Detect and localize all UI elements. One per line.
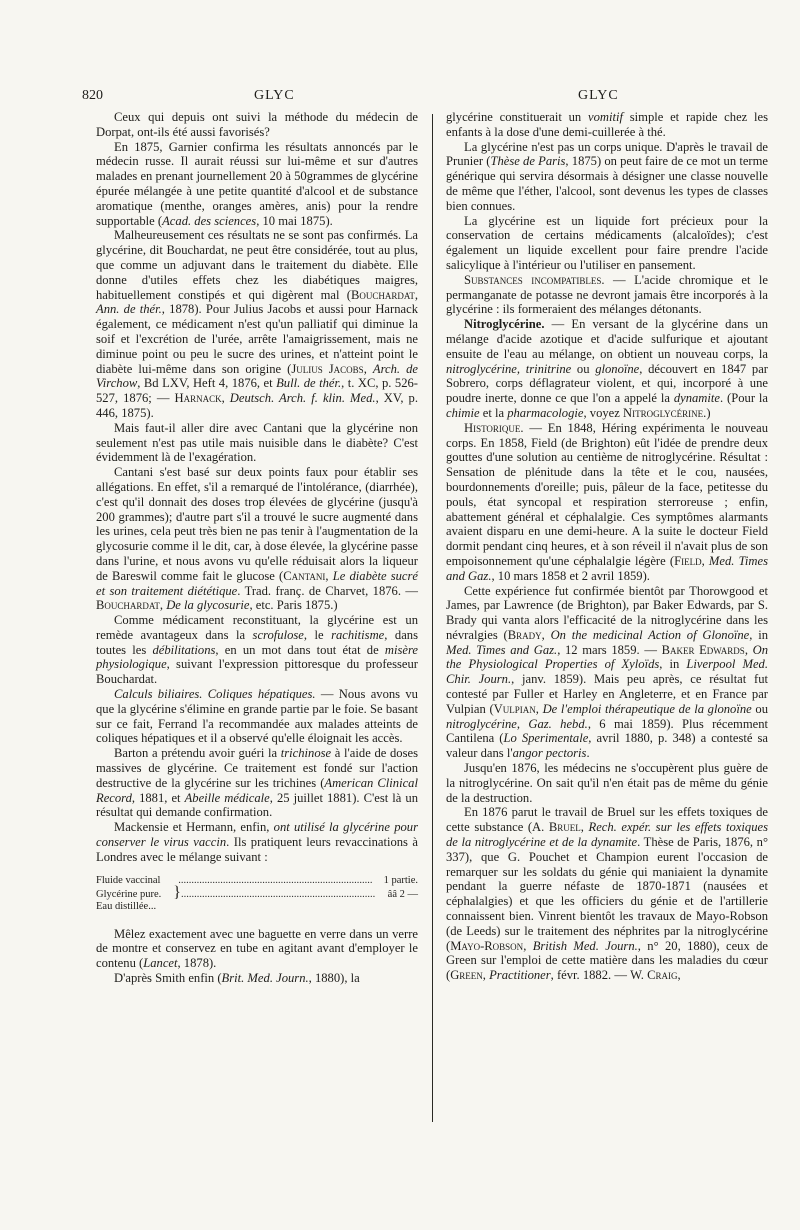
paragraph: Ceux qui depuis ont suivi la méthode du médecin de Dorpat, ont-ils été aussi favorisés? (96, 110, 418, 139)
page-number: 820 (82, 88, 103, 103)
section-heading: Substances incompatibles. (464, 272, 605, 287)
paragraph: Calculs biliaires. Coliques hépatiques. — Nous avons vu que la glycérine s'élimine en grande partie par le foie. Se basant sur ce fait, Ferrand l'a recommandée aux malades atteints de coliques hépatiques et il a observé qu'elle éloignait les accès. (96, 687, 418, 746)
recipe-row (96, 883, 418, 901)
paragraph: Mais faut-il aller dire avec Cantani que la glycérine non seulement n'est pas utile mais nuisible dans le diabète? C'est évidemment là de l'exagération. (96, 420, 418, 465)
paragraph: Mêlez exactement avec une baguette en verre dans un verre de montre et conservez en tube en agitant avant d'employer le contenu (Lancet, 1878). (96, 926, 418, 971)
column-divider (432, 114, 433, 1122)
recipe-amount: 1 partie. (383, 874, 418, 886)
paragraph: En 1876 parut le travail de Bruel sur les effets toxiques de cette substance (A. Bruel, Rech. expér. sur les effets toxiques de la nitroglycérine et de la dynamite. Thèse de Paris, 1876, n° 337), que G. Pouchet et Champion eurent l'occasion de remarquer sur les soldats du génie qui maniaient la dynamite pendant la guerre néfaste de 1870-1871 (nausées et céphalalgies) et que les officiers du génie et de l'artillerie connaissent bien. Vinrent bientôt les travaux de Mayo-Robson (de Leeds) sur le traitement des néphrites par la nitroglycérine (Mayo-Robson, British Med. Journ., n° 20, 1880), ceux de Green sur l'emploi de cette matière dans les maladies du cœur (Green, Practitioner, févr. 1882. — W. Craig, (446, 805, 769, 983)
paragraph: Cette expérience fut confirmée bientôt par Thorowgood et James, par Lawrence (de Brighton), par Baker Edwards, par S. Brady qui vanta alors l'efficacité de la nitroglycérine dans les névralgies (Brady, On the medicinal Action of Glonoïne, in Med. Times and Gaz., 12 mars 1859. — Baker Edwards, On the Physiological Properties of Xyloïds, in Liverpool Med. Chir. Journ., janv. 1859). Mais peu après, ce résultat fut contesté par Fuller et Harley en Angleterre, et en France par Vulpian (Vulpian, De l'emploi thérapeutique de la glonoïne ou nitroglycérine, Gaz. hebd., 6 mai 1859). Plus récemment Cantilena (Lo Sperimentale, avril 1880, p. 348) a contesté sa valeur dans l'angor pectoris. (446, 583, 769, 761)
paragraph: Nitroglycérine. — En versant de la glycérine dans un mélange d'acide azotique et d'acide sulfurique et ajoutant ensuite de l'eau au mélange, on obtient un nouveau corps, la nitroglycérine, trinitrine ou glonoïne, découvert en 1847 par Sobrero, corps déflagrateur violent, et qui, incorporé à une poudre inerte, donne ce que l'on a appelé la dynamite. (Pour la chimie et la pharmacologie, voyez Nitroglycérine.) (446, 317, 768, 420)
leader-dots: .......................................................................... (178, 874, 373, 886)
paragraph: Mackensie et Hermann, enfin, ont utilisé la glycérine pour conserver le virus vaccin. Ils pratiquent leurs revaccinations à Londres avec le mélange suivant : (96, 820, 418, 864)
paragraph: Historique. — En 1848, Héring expérimenta le nouveau corps. En 1858, Field (de Brighton) eût l'idée de prendre deux gouttes d'une solution au centième de nitroglycérine. Résultat : Sensation de plénitude dans la tête et le cou, nausées, bourdonnements d'oreille; puis, pâleur de la face, petitesse du pouls, état syncopal et respiration sterroreuse ; enfin, abattement général et céphalalgie. Ces symptômes alarmants avaient disparu en une demi-heure. A la suite le docteur Field dormit pendant cinq heures, et à son réveil il n'avait plus de son empoisonnement qu'une céphalalgie légère (Field, Med. Times and Gaz., 10 mars 1858 et 2 avril 1859). (446, 420, 768, 583)
paragraph: En 1875, Garnier confirma les résultats annoncés par le médecin russe. Il aurait réussi sur lui-même et sur d'autres malades en prenant journellement 20 à 50grammes de glycérine épurée mélangée à une petite quantité d'alcool et de substance aromatique (menthe, oranges amères, anis) pour la rendre supportable (Acad. des sciences, 10 mai 1875). (96, 139, 418, 228)
recipe-ingredient: Glycérine pure. (96, 888, 162, 900)
recipe-row (96, 901, 418, 913)
brace-glyph: } (173, 883, 181, 901)
page-header (82, 88, 734, 108)
paragraph: La glycérine est un liquide fort précieux pour la conservation de certains médicaments (alcaloïdes); c'est également un liquide excellent pour faire prendre l'acide salicylique à l'intérieur ou l'utiliser en pansement. (446, 213, 768, 272)
section-heading: Nitroglycérine. (464, 317, 545, 332)
paragraph: La glycérine n'est pas un corps unique. D'après le travail de Prunier (Thèse de Paris, 1875) on peut faire de ce mot un terme générique qui servira désormais à désigner une classe nouvelle de même que l'éther, l'alcool, sont devenus les types de classes bien connues. (446, 139, 768, 213)
recipe-row (96, 875, 418, 887)
paragraph: Comme médicament reconstituant, la glycérine est un remède avantageux dans la scrofulose, le rachitisme, dans toutes les débilitations, en un mot dans tout état de misère physiologique, suivant l'expression pittoresque du professeur Bouchardat. (96, 613, 418, 687)
left-column (96, 110, 418, 986)
paragraph: Malheureusement ces résultats ne se sont pas confirmés. La glycérine, dit Bouchardat, ne peut être considérée, tout au plus, que comme un adjuvant dans le traitement du diabète. Elle donne d'utiles effets chez les diabétiques maigres, habituellement constipés et qui digèrent mal (Bouchardat, Ann. de thér., 1878). Pour Julius Jacobs et aussi pour Harnack également, ce médicament n'est qu'un palliatif qui diminue la soif et l'excrétion de l'urée, arrête l'amaigrissement, mais ne diminue point ou peu le sucre des urines, et n'atteint point le diabète lui-même dans son origine (Julius Jacobs, Arch. de Virchow, Bd LXV, Heft 4, 1876, et Bull. de thér., t. XC, p. 526-527, 1876; — Harnack, Deutsch. Arch. f. klin. Med., XV, p. 446, 1875). (96, 228, 419, 420)
vaccine-recipe (96, 875, 418, 913)
running-title-left: GLYC (254, 88, 295, 103)
paragraph: Cantani s'est basé sur deux points faux pour établir ses allégations. En effet, s'il a remarqué de l'intolérance, (diarrhée), c'est qu'il donnait des doses trop élevées de glycérine (jusqu'à 200 grammes); d'autre part s'il a trouvé le sucre augmenté dans les urines, cela peut très bien ne pas tenir à l'augmentation de la glycosurie comme il le dit, car, à dose élevée, la glycérine passe dans l'urine, et nous avons vu qu'elle réduisait alors la liqueur de Bareswil comme fait le glucose (Cantani, Le diabète sucré et son traitement diététique. Trad. franç. de Charvet, 1876. — Bouchardat, De la glycosurie, etc. Paris 1875.) (96, 465, 419, 613)
recipe-amount: ââ 2 — (387, 888, 418, 900)
paragraph: Jusqu'en 1876, les médecins ne s'occupèrent plus guère de la nitroglycérine. On sait qu'il n'en était pas de même du génie de la destruction. (446, 761, 768, 805)
recipe-ingredient: Eau distillée... (96, 900, 157, 912)
paragraph: glycérine constituerait un vomitif simple et rapide chez les enfants à la dose d'une demi-cuillerée à thé. (446, 110, 769, 139)
leader-dots: .......................................................................... (180, 888, 376, 900)
right-column (446, 110, 768, 983)
paragraph: D'après Smith enfin (Brit. Med. Journ., 1880), la (114, 971, 360, 986)
section-heading: Historique. (464, 420, 524, 435)
paragraph: Barton a prétendu avoir guéri la trichinose à l'aide de doses massives de glycérine. Ce traitement est fondé sur l'action destructive de la glycérine sur les trichines (American Clinical Record, 1881, et Abeille médicale, 25 juillet 1881). C'est là un résultat qui demande confirmation. (96, 746, 418, 820)
recipe-ingredient: Fluide vaccinal (96, 874, 161, 886)
running-title-right: GLYC (578, 88, 619, 103)
paragraph: Substances incompatibles. — L'acide chromique et le permanganate de potasse ne devront jamais être incorporés à la glycérine : ils formeraient des mélanges détonants. (446, 272, 768, 317)
